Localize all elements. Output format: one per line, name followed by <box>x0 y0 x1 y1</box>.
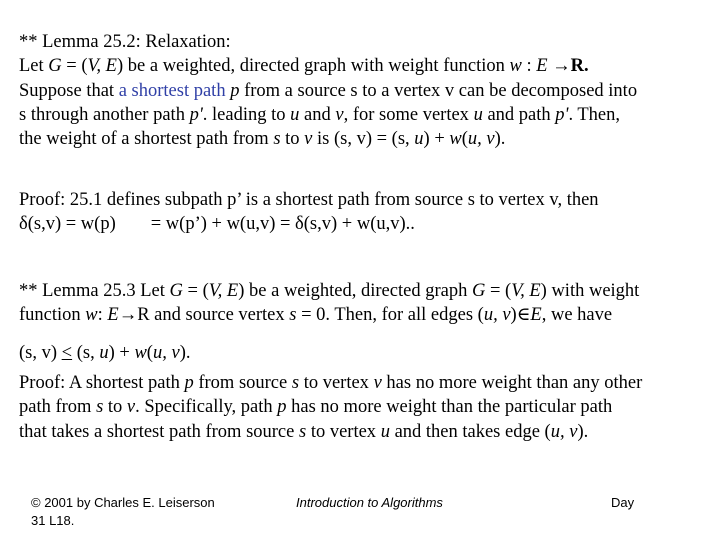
lemma-25-2-line: Let G = (V, E) be a weighted, directed graph with weight function w : E →R. <box>19 56 589 77</box>
footer-course: Introduction to Algorithms <box>296 495 443 510</box>
footer-day: Day <box>611 495 635 510</box>
footer-copyright <box>31 494 215 530</box>
lemma-25-3-line: function w: E→R and source vertex s = 0. Then, for all edges (u, v)∈E, we have <box>19 305 613 326</box>
lemma-25-2-line: s through another path p'. leading to u and v, for some vertex u and path p'. Then, <box>19 104 621 125</box>
lemma-25-3-line: ** Lemma 25.3 Let G = (V, E) be a weighted, directed graph G = (V, E) with weight <box>19 281 640 301</box>
lemma-25-2 <box>19 30 709 151</box>
lemma-25-2-heading: ** Lemma 25.2: Relaxation: <box>19 32 231 52</box>
lemma-25-2-line: Suppose that a shortest path p from a source s to a vertex v can be decomposed into <box>19 80 638 101</box>
proof-line: Proof: A shortest path p from source s to vertex v has no more weight than any other <box>19 373 643 393</box>
proof-line: that takes a shortest path from source s to vertex u and then takes edge (u, v). <box>19 421 589 442</box>
shortest-path-highlight: a shortest path <box>118 80 231 101</box>
lemma-25-2-line: the weight of a shortest path from s to v is (s, v) = (s, u) + w(u, v). <box>19 129 506 150</box>
proof-line: Proof: 25.1 defines subpath p’ is a shortest path from source s to vertex v, then <box>19 190 599 210</box>
proof-25-3 <box>19 371 709 444</box>
proof-line: path from s to v. Specifically, path p has no more weight than the particular path <box>19 397 613 418</box>
page-number: 31 L18. <box>31 513 75 528</box>
copyright-text: © 2001 by Charles E. Leiserson <box>31 495 215 510</box>
less-equal-symbol: < <box>61 342 73 363</box>
lemma-25-3-line: (s, v) < (s, u) + w(u, v). <box>19 342 191 363</box>
lemma-25-3 <box>19 279 709 365</box>
proof-line: δ(s,v) = w(p) = w(p’) + w(u,v) = δ(s,v) + w(u,v).. <box>19 214 415 235</box>
arrow-icon: → <box>547 56 571 77</box>
arrow-icon: → <box>118 305 138 326</box>
proof-25-2 <box>19 188 709 237</box>
